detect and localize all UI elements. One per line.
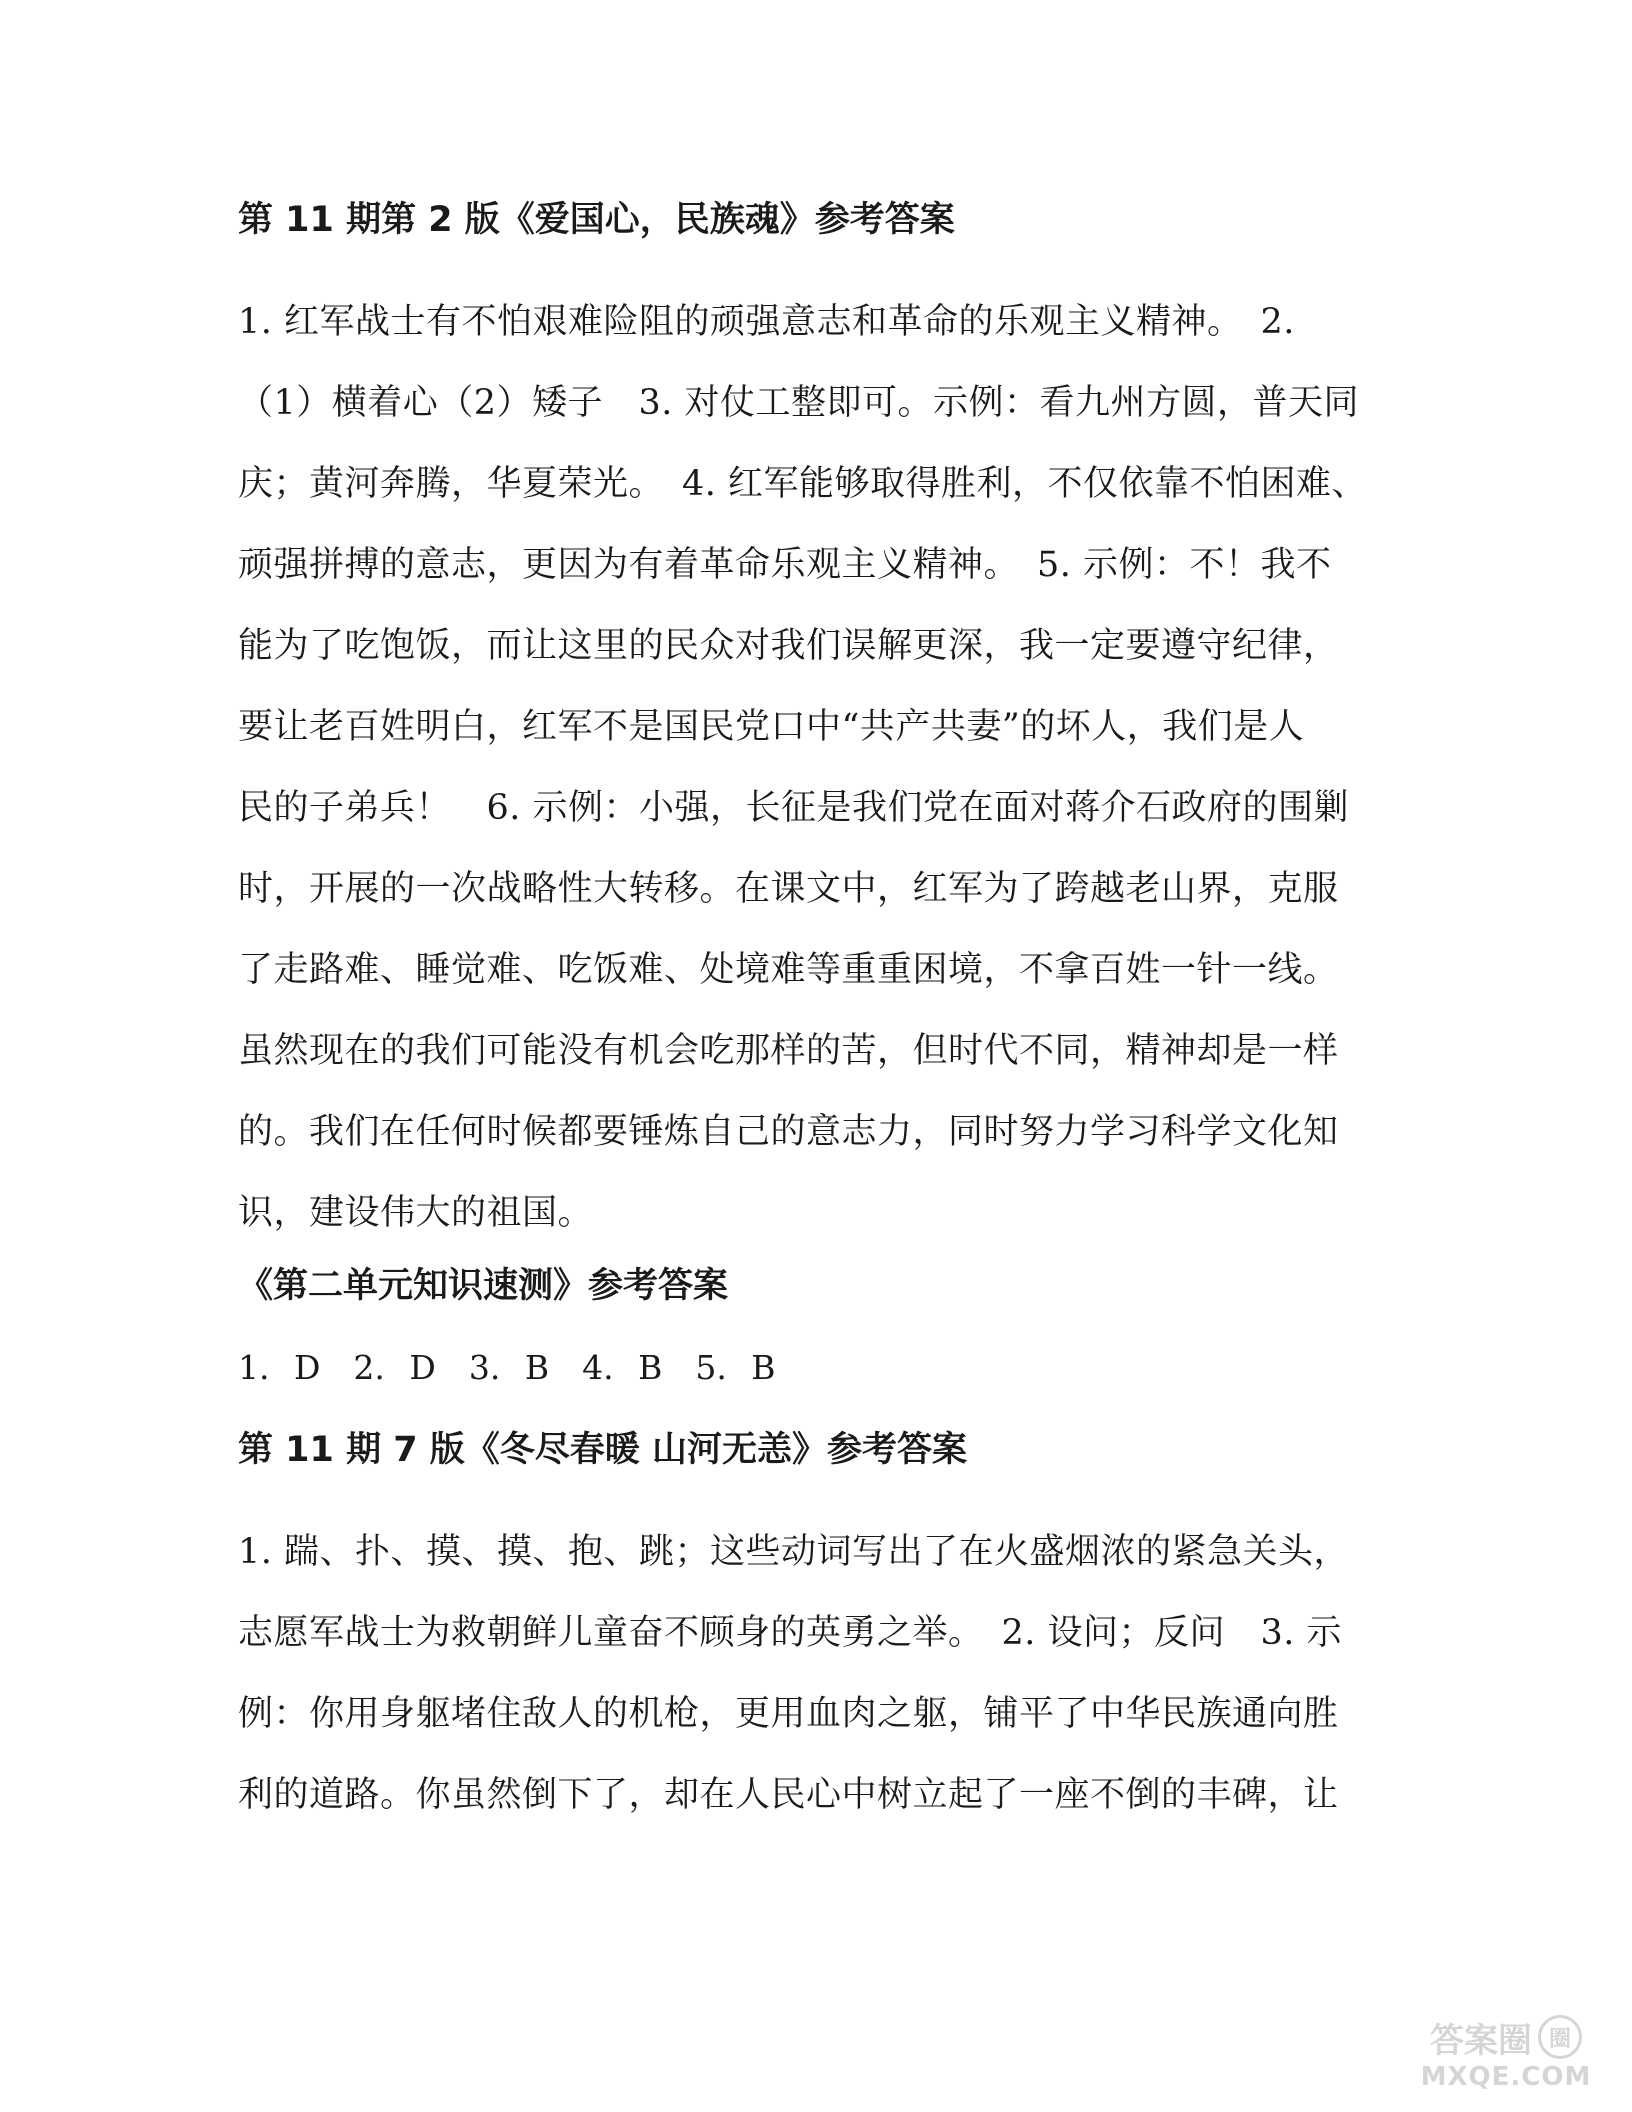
text-line: 的。我们在任何时候都要锤炼自己的意志力，同时努力学习科学文化知 <box>238 1112 1339 1152</box>
text-line: 要让老百姓明白，红军不是国民党口中“共产共妻”的坏人，我们是人 <box>238 707 1305 747</box>
text-line: 例：你用身躯堵住敌人的机枪，更用血肉之躯，铺平了中华民族通向胜 <box>238 1694 1339 1734</box>
section-1-answers <box>238 282 1388 1254</box>
text-line: 民的子弟兵！ 6. 示例：小强，长征是我们党在面对蒋介石政府的围剿 <box>238 788 1350 828</box>
text-line: 虽然现在的我们可能没有机会吃那样的苦，但时代不同，精神却是一样 <box>238 1031 1339 1071</box>
text-line: 时，开展的一次战略性大转移。在课文中，红军为了跨越老山界，克服 <box>238 869 1339 909</box>
text-line: 顽强拼搏的意志，更因为有着革命乐观主义精神。 5. 示例：不！我不 <box>238 545 1332 585</box>
section-heading-3: 第 11 期 7 版《冬尽春暖 山河无恙》参考答案 <box>238 1430 967 1470</box>
text-line: 庆；黄河奔腾，华夏荣光。 4. 红军能够取得胜利，不仅依靠不怕困难、 <box>238 464 1368 504</box>
text-line: 利的道路。你虽然倒下了，却在人民心中树立起了一座不倒的丰碑，让 <box>238 1775 1339 1815</box>
watermark-url: MXQE.COM <box>1420 2061 1592 2092</box>
watermark-logo <box>1430 2013 1582 2062</box>
text-line: 了走路难、睡觉难、吃饭难、处境难等重重困境，不拿百姓一针一线。 <box>238 950 1339 990</box>
quick-test-answers: 1. D 2. D 3. B 4. B 5. B <box>238 1348 776 1387</box>
watermark-title: 答案圈 <box>1430 2020 1532 2061</box>
text-line: 识，建设伟大的祖国。 <box>238 1193 594 1233</box>
section-3-answers <box>238 1512 1388 1836</box>
section-heading-1: 第 11 期第 2 版《爱国心，民族魂》参考答案 <box>238 200 955 240</box>
text-line: 能为了吃饱饭，而让这里的民众对我们误解更深，我一定要遵守纪律， <box>238 626 1339 666</box>
answer-document <box>238 200 1388 1848</box>
text-line: 1. 红军战士有不怕艰难险阻的顽强意志和革命的乐观主义精神。 2. <box>238 302 1295 342</box>
text-line: 志愿军战士为救朝鲜儿童奋不顾身的英勇之举。 2. 设问；反问 3. 示 <box>238 1613 1343 1653</box>
watermark-badge-icon: 圈 <box>1538 2015 1582 2059</box>
text-line: 1. 踹、扑、摸、摸、抱、跳；这些动词写出了在火盛烟浓的紧急关头， <box>238 1532 1350 1572</box>
text-line: （1）横着心（2）矮子 3. 对仗工整即可。示例：看九州方圆，普天同 <box>238 383 1360 423</box>
section-heading-2: 《第二单元知识速测》参考答案 <box>238 1266 729 1306</box>
site-watermark <box>1406 2006 1606 2098</box>
